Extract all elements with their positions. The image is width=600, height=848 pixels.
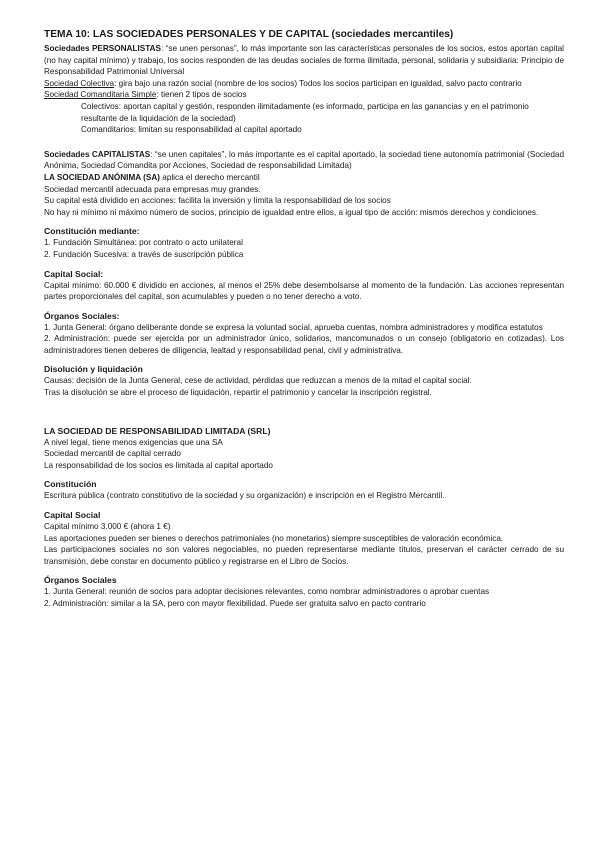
sa-heading-bold: LA SOCIEDAD ANÓNIMA (SA) — [44, 172, 160, 182]
sa-capital-text: Capital mínimo: 60.000 € dividido en acciones, al menos el 25% debe desembolsarse al momento de la fundación. Las acciones representan partes proporcionales del capital, son acumulables y pueden o no tener derecho a voto. — [44, 280, 564, 302]
srl-organos-item: 2. Administración: similar a la SA, pero con mayor flexibilidad. Puede ser gratuita salvo en pacto contrario — [44, 599, 426, 608]
comanditaria-paragraph — [44, 89, 564, 101]
sa-constitucion-heading: Constitución mediante: — [44, 226, 140, 237]
sa-constitucion-item: 1. Fundación Simultánea: por contrato o acto unilateral — [44, 238, 243, 248]
sa-line: No hay ni mínimo ni máximo número de socios, principio de igualdad entre ellos, a igual tipo de acción: mismos derechos y condiciones. — [44, 207, 539, 217]
srl-line: A nivel legal, tiene menos exigencias que una SA — [44, 437, 223, 447]
comanditarios-item: Comanditarios: limitan su responsabilidad al capital aportado — [81, 125, 302, 135]
srl-capital-item: Las aportaciones pueden ser bienes o derechos patrimoniales (no monetarios) siempre susceptibles de valoración económica. — [44, 533, 504, 543]
personalistas-text: : “se unen personas”, lo más importante son las características personales de los socios, estos aportan capital (no hay capital mínimo) y trabajo, los socios responden de las deudas sociales de forma ilimitada, personal, solidaria y subsidiaria: Principio de Responsabilidad Patrimonial Universal — [44, 44, 564, 77]
capitalistas-text: : “se unen capitales”, lo más importante es el capital aportado, la sociedad tiene autonomía patrimonial (Sociedad Anónima, Sociedad Comandita por Acciones, Sociedad de responsabilidad Limitada) — [44, 149, 565, 171]
srl-line: Sociedad mercantil de capital cerrado — [44, 449, 181, 459]
document-page — [44, 28, 564, 610]
document-title: TEMA 10: LAS SOCIEDADES PERSONALES Y DE CAPITAL (sociedades mercantiles) — [44, 29, 454, 40]
sa-organos-item: 1. Junta General: órgano deliberante donde se expresa la voluntad social, aprueba cuentas, nombra administradores y modifica estatutos — [44, 322, 543, 332]
sa-line: Sociedad mercantil adecuada para empresas muy grandes. — [44, 184, 261, 194]
srl-capital-item: Las participaciones sociales no son valores negociables, no pueden representarse mediante títulos, preservan el carácter cerrado de su transmisión, debe constar en documento público y registrarse en el Libro de Socios. — [44, 545, 564, 566]
colectiva-label: Sociedad Colectiva — [44, 78, 115, 88]
colectiva-paragraph — [44, 78, 564, 90]
srl-constitucion-text: Escritura pública (contrato constitutivo de la sociedad y su organización) e inscripción en el Registro Mercantil. — [44, 491, 445, 501]
colectivos-item: Colectivos: aportan capital y gestión, responden ilimitadamente (es informado, participa en las ganancias y en el patrimonio resultante de la liquidación de la sociedad) — [81, 101, 529, 123]
srl-organos-item: 1. Junta General: reunión de socios para adoptar decisiones relevantes, como nombrar administradores o aprobar cuentas — [44, 587, 490, 597]
sa-disolucion-item: Causas: decisión de la Junta General, cese de actividad, pérdidas que reduzcan a menos de la mitad el capital social. — [44, 376, 472, 386]
comanditaria-text: : tienen 2 tipos de socios — [156, 90, 247, 100]
sa-disolucion-heading: Disolución y liquidación — [44, 364, 143, 375]
personalistas-label: Sociedades PERSONALISTAS — [44, 44, 161, 53]
colectiva-text: : gira bajo una razón social (nombre de los socios) Todos los socios participan en igualdad, salvo pacto contrario — [114, 78, 522, 88]
sa-heading — [44, 172, 564, 184]
sa-organos-item: 2. Administración: puede ser ejercida por un administrador único, solidarios, mancomunados o un consejo (obligatorio en cotizadas). Los administradores tienen deberes de diligencia, lealtad y responsabilidad penal, civil y administrativa. — [44, 334, 564, 355]
srl-line: La responsabilidad de los socios es limitada al capital aportado — [44, 460, 273, 470]
capitalistas-paragraph — [44, 149, 564, 172]
sa-line: Su capital está dividido en acciones: facilita la inversión y limita la responsabilidad de los socios — [44, 196, 391, 206]
sa-disolucion-item: Tras la disolución se abre el proceso de liquidación, repartir el patrimonio y cancelar la inscripción registral. — [44, 388, 432, 398]
srl-capital-heading: Capital Social — [44, 510, 101, 521]
personalistas-paragraph — [44, 43, 564, 78]
sa-capital-heading: Capital Social: — [44, 268, 104, 279]
sa-organos-heading: Órganos Sociales: — [44, 310, 120, 321]
sa-constitucion-item: 2. Fundación Sucesiva: a través de suscripción pública — [44, 249, 244, 259]
sa-heading-tail: aplica el derecho mercantil — [159, 172, 260, 182]
srl-organos-heading: Órganos Sociales — [44, 575, 117, 586]
comanditaria-label: Sociedad Comanditaria Simple — [44, 90, 157, 100]
srl-capital-item: Capital mínimo 3.000 € (ahora 1 €) — [44, 522, 171, 532]
srl-constitucion-heading: Constitución — [44, 479, 97, 490]
srl-heading: LA SOCIEDAD DE RESPONSABILIDAD LIMITADA (SRL) — [44, 425, 271, 436]
capitalistas-label: Sociedades CAPITALISTAS — [44, 149, 151, 159]
